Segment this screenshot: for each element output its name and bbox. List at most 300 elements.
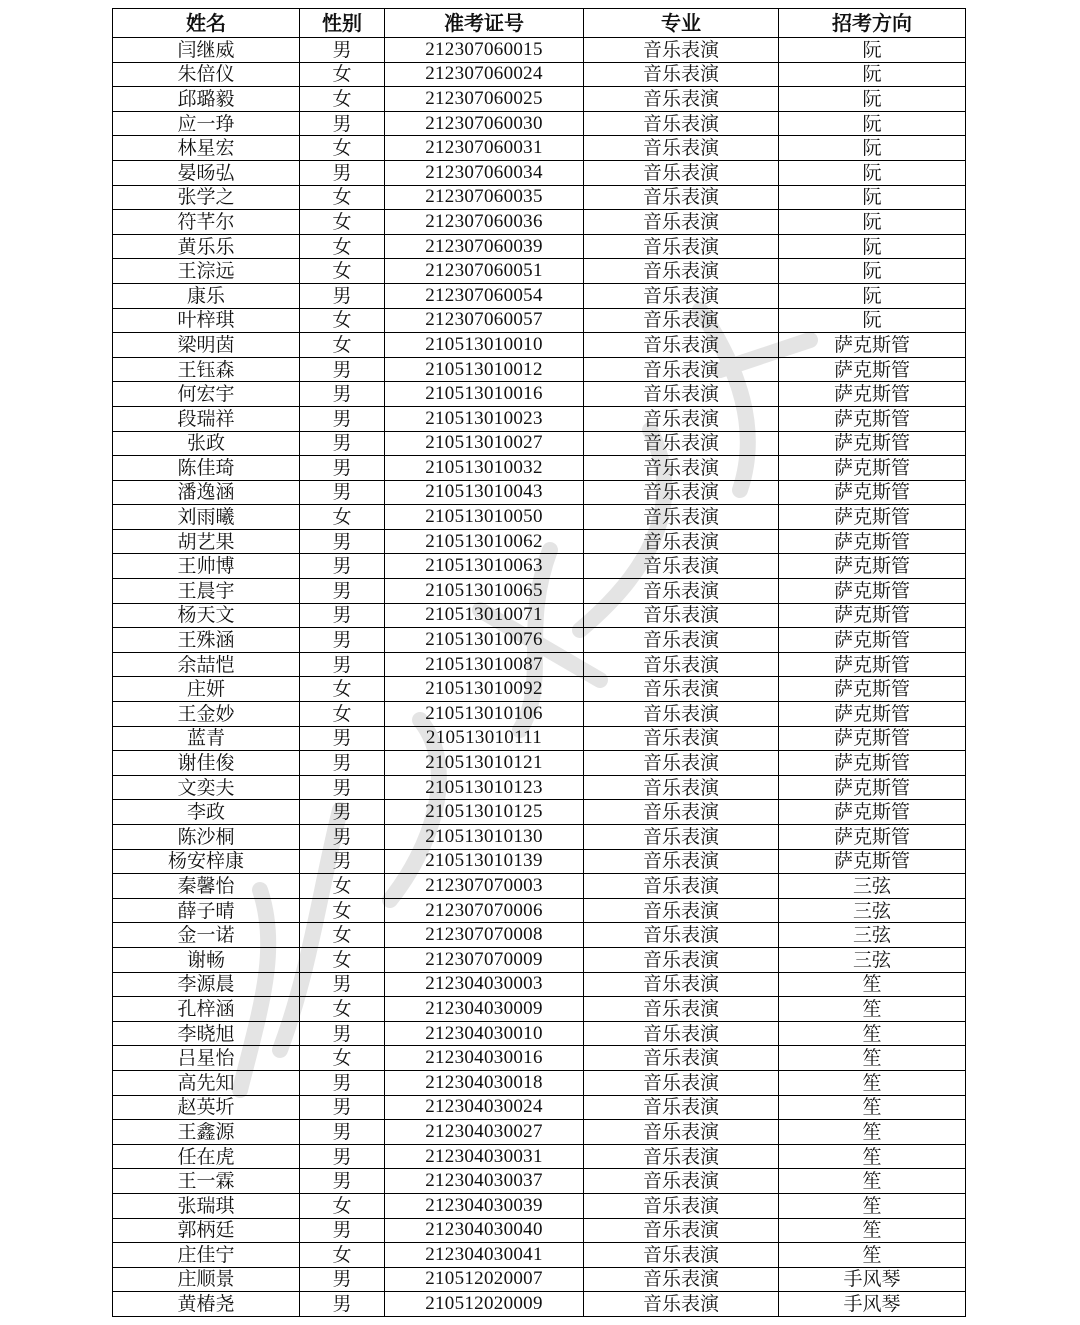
cell-direction: 萨克斯管 bbox=[779, 431, 966, 456]
cell-gender: 男 bbox=[300, 406, 385, 431]
header-exam-id: 准考证号 bbox=[385, 9, 584, 38]
table-row bbox=[113, 751, 966, 776]
cell-name: 李晓旭 bbox=[113, 1021, 300, 1046]
cell-gender: 男 bbox=[300, 431, 385, 456]
cell-exam-id: 212307060035 bbox=[385, 185, 584, 210]
cell-name: 邱璐毅 bbox=[113, 87, 300, 112]
header-name: 姓名 bbox=[113, 9, 300, 38]
cell-gender: 男 bbox=[300, 357, 385, 382]
cell-gender: 女 bbox=[300, 234, 385, 259]
cell-gender: 女 bbox=[300, 185, 385, 210]
cell-direction: 萨克斯管 bbox=[779, 554, 966, 579]
cell-exam-id: 212307060054 bbox=[385, 283, 584, 308]
cell-name: 王淙远 bbox=[113, 259, 300, 284]
table-row bbox=[113, 579, 966, 604]
cell-gender: 男 bbox=[300, 456, 385, 481]
table-row bbox=[113, 1292, 966, 1317]
cell-name: 任在虎 bbox=[113, 1144, 300, 1169]
cell-gender: 男 bbox=[300, 382, 385, 407]
cell-direction: 手风琴 bbox=[779, 1267, 966, 1292]
table-row bbox=[113, 62, 966, 87]
table-header bbox=[113, 9, 966, 38]
cell-name: 王帅博 bbox=[113, 554, 300, 579]
cell-name: 赵英圻 bbox=[113, 1095, 300, 1120]
cell-direction: 阮 bbox=[779, 210, 966, 235]
table-row bbox=[113, 628, 966, 653]
cell-exam-id: 212304030031 bbox=[385, 1144, 584, 1169]
candidate-table bbox=[112, 8, 966, 1317]
cell-name: 高先知 bbox=[113, 1070, 300, 1095]
cell-exam-id: 212304030024 bbox=[385, 1095, 584, 1120]
table-row bbox=[113, 136, 966, 161]
cell-gender: 女 bbox=[300, 1193, 385, 1218]
cell-major: 音乐表演 bbox=[584, 554, 779, 579]
cell-name: 王一霖 bbox=[113, 1169, 300, 1194]
cell-name: 李源晨 bbox=[113, 972, 300, 997]
cell-direction: 阮 bbox=[779, 38, 966, 63]
cell-gender: 女 bbox=[300, 333, 385, 358]
table-row bbox=[113, 456, 966, 481]
table-row bbox=[113, 652, 966, 677]
table-row bbox=[113, 1243, 966, 1268]
cell-gender: 男 bbox=[300, 751, 385, 776]
table-row bbox=[113, 406, 966, 431]
cell-major: 音乐表演 bbox=[584, 87, 779, 112]
cell-exam-id: 212304030040 bbox=[385, 1218, 584, 1243]
cell-direction: 手风琴 bbox=[779, 1292, 966, 1317]
cell-exam-id: 212304030027 bbox=[385, 1120, 584, 1145]
cell-exam-id: 210513010121 bbox=[385, 751, 584, 776]
cell-direction: 萨克斯管 bbox=[779, 800, 966, 825]
cell-exam-id: 210513010130 bbox=[385, 825, 584, 850]
cell-major: 音乐表演 bbox=[584, 1218, 779, 1243]
cell-gender: 男 bbox=[300, 849, 385, 874]
cell-exam-id: 210513010106 bbox=[385, 702, 584, 727]
cell-exam-id: 210513010063 bbox=[385, 554, 584, 579]
cell-direction: 三弦 bbox=[779, 898, 966, 923]
cell-gender: 女 bbox=[300, 923, 385, 948]
table-row bbox=[113, 87, 966, 112]
cell-gender: 男 bbox=[300, 825, 385, 850]
cell-exam-id: 212304030010 bbox=[385, 1021, 584, 1046]
cell-name: 潘逸涵 bbox=[113, 480, 300, 505]
cell-exam-id: 212304030018 bbox=[385, 1070, 584, 1095]
cell-direction: 萨克斯管 bbox=[779, 579, 966, 604]
cell-gender: 男 bbox=[300, 160, 385, 185]
cell-exam-id: 212307060025 bbox=[385, 87, 584, 112]
cell-major: 音乐表演 bbox=[584, 726, 779, 751]
table-row bbox=[113, 480, 966, 505]
cell-major: 音乐表演 bbox=[584, 1095, 779, 1120]
table-row bbox=[113, 505, 966, 530]
cell-exam-id: 212304030037 bbox=[385, 1169, 584, 1194]
cell-major: 音乐表演 bbox=[584, 775, 779, 800]
table-row bbox=[113, 431, 966, 456]
cell-name: 闫继威 bbox=[113, 38, 300, 63]
cell-direction: 萨克斯管 bbox=[779, 628, 966, 653]
cell-direction: 笙 bbox=[779, 1193, 966, 1218]
cell-gender: 女 bbox=[300, 62, 385, 87]
cell-major: 音乐表演 bbox=[584, 751, 779, 776]
cell-gender: 男 bbox=[300, 480, 385, 505]
cell-direction: 阮 bbox=[779, 234, 966, 259]
cell-direction: 萨克斯管 bbox=[779, 677, 966, 702]
cell-direction: 萨克斯管 bbox=[779, 529, 966, 554]
cell-name: 王晨宇 bbox=[113, 579, 300, 604]
table-row bbox=[113, 972, 966, 997]
cell-major: 音乐表演 bbox=[584, 333, 779, 358]
cell-direction: 阮 bbox=[779, 259, 966, 284]
cell-direction: 萨克斯管 bbox=[779, 603, 966, 628]
cell-major: 音乐表演 bbox=[584, 702, 779, 727]
cell-gender: 男 bbox=[300, 1144, 385, 1169]
cell-name: 谢佳俊 bbox=[113, 751, 300, 776]
cell-major: 音乐表演 bbox=[584, 898, 779, 923]
cell-direction: 萨克斯管 bbox=[779, 702, 966, 727]
cell-name: 黄椿尧 bbox=[113, 1292, 300, 1317]
cell-exam-id: 212304030041 bbox=[385, 1243, 584, 1268]
cell-direction: 三弦 bbox=[779, 923, 966, 948]
cell-major: 音乐表演 bbox=[584, 259, 779, 284]
cell-exam-id: 212304030003 bbox=[385, 972, 584, 997]
cell-exam-id: 210513010125 bbox=[385, 800, 584, 825]
cell-major: 音乐表演 bbox=[584, 1292, 779, 1317]
cell-name: 朱倍仪 bbox=[113, 62, 300, 87]
cell-direction: 萨克斯管 bbox=[779, 357, 966, 382]
cell-major: 音乐表演 bbox=[584, 800, 779, 825]
cell-major: 音乐表演 bbox=[584, 1120, 779, 1145]
table-row bbox=[113, 185, 966, 210]
cell-exam-id: 210513010023 bbox=[385, 406, 584, 431]
cell-major: 音乐表演 bbox=[584, 628, 779, 653]
cell-gender: 男 bbox=[300, 775, 385, 800]
table-row bbox=[113, 1095, 966, 1120]
cell-name: 吕星怡 bbox=[113, 1046, 300, 1071]
table-row bbox=[113, 947, 966, 972]
cell-gender: 女 bbox=[300, 1243, 385, 1268]
cell-name: 王金妙 bbox=[113, 702, 300, 727]
cell-major: 音乐表演 bbox=[584, 505, 779, 530]
cell-gender: 男 bbox=[300, 38, 385, 63]
table-row bbox=[113, 702, 966, 727]
table-row bbox=[113, 603, 966, 628]
cell-exam-id: 212304030039 bbox=[385, 1193, 584, 1218]
cell-gender: 男 bbox=[300, 554, 385, 579]
table-row bbox=[113, 825, 966, 850]
cell-name: 林星宏 bbox=[113, 136, 300, 161]
cell-gender: 男 bbox=[300, 652, 385, 677]
table-row bbox=[113, 1169, 966, 1194]
header-gender: 性别 bbox=[300, 9, 385, 38]
cell-major: 音乐表演 bbox=[584, 136, 779, 161]
cell-direction: 笙 bbox=[779, 972, 966, 997]
cell-major: 音乐表演 bbox=[584, 111, 779, 136]
cell-exam-id: 210513010123 bbox=[385, 775, 584, 800]
cell-exam-id: 212307070006 bbox=[385, 898, 584, 923]
cell-direction: 阮 bbox=[779, 62, 966, 87]
cell-name: 蓝青 bbox=[113, 726, 300, 751]
cell-direction: 笙 bbox=[779, 1169, 966, 1194]
cell-name: 黄乐乐 bbox=[113, 234, 300, 259]
table-row bbox=[113, 775, 966, 800]
cell-major: 音乐表演 bbox=[584, 38, 779, 63]
cell-exam-id: 210513010032 bbox=[385, 456, 584, 481]
table-row bbox=[113, 677, 966, 702]
cell-exam-id: 212307060030 bbox=[385, 111, 584, 136]
cell-direction: 阮 bbox=[779, 160, 966, 185]
cell-direction: 笙 bbox=[779, 1095, 966, 1120]
cell-direction: 萨克斯管 bbox=[779, 456, 966, 481]
cell-gender: 男 bbox=[300, 529, 385, 554]
table-row bbox=[113, 1070, 966, 1095]
cell-major: 音乐表演 bbox=[584, 382, 779, 407]
cell-direction: 三弦 bbox=[779, 947, 966, 972]
cell-direction: 萨克斯管 bbox=[779, 726, 966, 751]
cell-direction: 笙 bbox=[779, 1243, 966, 1268]
cell-exam-id: 210513010087 bbox=[385, 652, 584, 677]
cell-gender: 女 bbox=[300, 505, 385, 530]
cell-exam-id: 210513010111 bbox=[385, 726, 584, 751]
table-row bbox=[113, 210, 966, 235]
cell-direction: 萨克斯管 bbox=[779, 333, 966, 358]
cell-exam-id: 210513010092 bbox=[385, 677, 584, 702]
cell-name: 符芊尔 bbox=[113, 210, 300, 235]
cell-major: 音乐表演 bbox=[584, 456, 779, 481]
cell-gender: 女 bbox=[300, 997, 385, 1022]
header-direction: 招考方向 bbox=[779, 9, 966, 38]
cell-major: 音乐表演 bbox=[584, 283, 779, 308]
cell-major: 音乐表演 bbox=[584, 874, 779, 899]
table-row bbox=[113, 111, 966, 136]
cell-gender: 女 bbox=[300, 702, 385, 727]
cell-gender: 男 bbox=[300, 1169, 385, 1194]
cell-name: 庄妍 bbox=[113, 677, 300, 702]
cell-exam-id: 212307060031 bbox=[385, 136, 584, 161]
cell-major: 音乐表演 bbox=[584, 1193, 779, 1218]
table-row bbox=[113, 923, 966, 948]
cell-major: 音乐表演 bbox=[584, 480, 779, 505]
cell-direction: 萨克斯管 bbox=[779, 825, 966, 850]
cell-major: 音乐表演 bbox=[584, 1243, 779, 1268]
cell-major: 音乐表演 bbox=[584, 1046, 779, 1071]
header-major: 专业 bbox=[584, 9, 779, 38]
cell-name: 叶梓琪 bbox=[113, 308, 300, 333]
cell-name: 谢畅 bbox=[113, 947, 300, 972]
cell-major: 音乐表演 bbox=[584, 923, 779, 948]
cell-name: 余喆恺 bbox=[113, 652, 300, 677]
cell-direction: 笙 bbox=[779, 997, 966, 1022]
cell-direction: 萨克斯管 bbox=[779, 751, 966, 776]
cell-direction: 阮 bbox=[779, 308, 966, 333]
cell-name: 张政 bbox=[113, 431, 300, 456]
cell-gender: 女 bbox=[300, 874, 385, 899]
cell-major: 音乐表演 bbox=[584, 234, 779, 259]
cell-exam-id: 212307070009 bbox=[385, 947, 584, 972]
cell-gender: 男 bbox=[300, 726, 385, 751]
cell-exam-id: 212307060057 bbox=[385, 308, 584, 333]
cell-gender: 女 bbox=[300, 308, 385, 333]
cell-name: 张学之 bbox=[113, 185, 300, 210]
cell-exam-id: 212304030016 bbox=[385, 1046, 584, 1071]
cell-gender: 男 bbox=[300, 1218, 385, 1243]
cell-name: 陈沙桐 bbox=[113, 825, 300, 850]
table-row bbox=[113, 1046, 966, 1071]
cell-name: 文奕夫 bbox=[113, 775, 300, 800]
cell-gender: 女 bbox=[300, 259, 385, 284]
cell-major: 音乐表演 bbox=[584, 357, 779, 382]
table-row bbox=[113, 554, 966, 579]
cell-gender: 女 bbox=[300, 136, 385, 161]
table-row bbox=[113, 997, 966, 1022]
cell-name: 秦馨怡 bbox=[113, 874, 300, 899]
cell-direction: 阮 bbox=[779, 136, 966, 161]
cell-gender: 男 bbox=[300, 1120, 385, 1145]
cell-gender: 男 bbox=[300, 1267, 385, 1292]
table-row bbox=[113, 1144, 966, 1169]
cell-name: 晏旸弘 bbox=[113, 160, 300, 185]
cell-gender: 女 bbox=[300, 87, 385, 112]
cell-exam-id: 210513010012 bbox=[385, 357, 584, 382]
cell-gender: 男 bbox=[300, 1095, 385, 1120]
cell-gender: 男 bbox=[300, 972, 385, 997]
table-row bbox=[113, 849, 966, 874]
cell-direction: 萨克斯管 bbox=[779, 480, 966, 505]
cell-exam-id: 212307070008 bbox=[385, 923, 584, 948]
table-body bbox=[113, 38, 966, 1317]
cell-major: 音乐表演 bbox=[584, 185, 779, 210]
cell-gender: 男 bbox=[300, 1070, 385, 1095]
cell-major: 音乐表演 bbox=[584, 1070, 779, 1095]
cell-name: 金一诺 bbox=[113, 923, 300, 948]
cell-direction: 笙 bbox=[779, 1046, 966, 1071]
cell-name: 王殊涵 bbox=[113, 628, 300, 653]
cell-gender: 男 bbox=[300, 800, 385, 825]
cell-major: 音乐表演 bbox=[584, 529, 779, 554]
cell-major: 音乐表演 bbox=[584, 947, 779, 972]
cell-major: 音乐表演 bbox=[584, 603, 779, 628]
cell-exam-id: 210513010027 bbox=[385, 431, 584, 456]
table-row bbox=[113, 874, 966, 899]
cell-direction: 萨克斯管 bbox=[779, 382, 966, 407]
cell-direction: 笙 bbox=[779, 1144, 966, 1169]
cell-name: 胡艺果 bbox=[113, 529, 300, 554]
table-row bbox=[113, 283, 966, 308]
table-row bbox=[113, 1218, 966, 1243]
cell-gender: 女 bbox=[300, 898, 385, 923]
cell-direction: 笙 bbox=[779, 1070, 966, 1095]
cell-name: 王鑫源 bbox=[113, 1120, 300, 1145]
cell-direction: 笙 bbox=[779, 1120, 966, 1145]
cell-name: 梁明茵 bbox=[113, 333, 300, 358]
cell-exam-id: 210513010043 bbox=[385, 480, 584, 505]
cell-name: 郭柄廷 bbox=[113, 1218, 300, 1243]
score-list-sheet bbox=[112, 8, 965, 1317]
cell-gender: 男 bbox=[300, 1292, 385, 1317]
table-row bbox=[113, 333, 966, 358]
cell-direction: 笙 bbox=[779, 1021, 966, 1046]
cell-major: 音乐表演 bbox=[584, 652, 779, 677]
table-row bbox=[113, 259, 966, 284]
cell-gender: 男 bbox=[300, 628, 385, 653]
cell-major: 音乐表演 bbox=[584, 677, 779, 702]
cell-direction: 萨克斯管 bbox=[779, 505, 966, 530]
cell-name: 何宏宇 bbox=[113, 382, 300, 407]
cell-exam-id: 212307060024 bbox=[385, 62, 584, 87]
cell-name: 王钰森 bbox=[113, 357, 300, 382]
cell-major: 音乐表演 bbox=[584, 825, 779, 850]
table-row bbox=[113, 1267, 966, 1292]
cell-name: 杨安梓康 bbox=[113, 849, 300, 874]
cell-major: 音乐表演 bbox=[584, 62, 779, 87]
cell-name: 庄顺景 bbox=[113, 1267, 300, 1292]
cell-exam-id: 210513010071 bbox=[385, 603, 584, 628]
cell-direction: 萨克斯管 bbox=[779, 652, 966, 677]
cell-major: 音乐表演 bbox=[584, 972, 779, 997]
cell-exam-id: 210512020009 bbox=[385, 1292, 584, 1317]
cell-exam-id: 210513010065 bbox=[385, 579, 584, 604]
cell-major: 音乐表演 bbox=[584, 579, 779, 604]
cell-exam-id: 210513010062 bbox=[385, 529, 584, 554]
cell-name: 刘雨曦 bbox=[113, 505, 300, 530]
cell-direction: 萨克斯管 bbox=[779, 849, 966, 874]
cell-direction: 萨克斯管 bbox=[779, 775, 966, 800]
cell-exam-id: 212307070003 bbox=[385, 874, 584, 899]
cell-exam-id: 212307060039 bbox=[385, 234, 584, 259]
cell-gender: 女 bbox=[300, 947, 385, 972]
table-row bbox=[113, 382, 966, 407]
cell-gender: 男 bbox=[300, 579, 385, 604]
cell-name: 杨天文 bbox=[113, 603, 300, 628]
cell-major: 音乐表演 bbox=[584, 1169, 779, 1194]
cell-major: 音乐表演 bbox=[584, 160, 779, 185]
cell-gender: 男 bbox=[300, 603, 385, 628]
cell-name: 李政 bbox=[113, 800, 300, 825]
cell-exam-id: 212307060051 bbox=[385, 259, 584, 284]
table-row bbox=[113, 357, 966, 382]
table-row bbox=[113, 38, 966, 63]
cell-major: 音乐表演 bbox=[584, 210, 779, 235]
table-row bbox=[113, 234, 966, 259]
cell-major: 音乐表演 bbox=[584, 1021, 779, 1046]
cell-gender: 女 bbox=[300, 210, 385, 235]
cell-direction: 阮 bbox=[779, 185, 966, 210]
cell-direction: 阮 bbox=[779, 87, 966, 112]
cell-name: 康乐 bbox=[113, 283, 300, 308]
cell-name: 张瑞琪 bbox=[113, 1193, 300, 1218]
cell-gender: 男 bbox=[300, 111, 385, 136]
table-row bbox=[113, 1193, 966, 1218]
cell-gender: 女 bbox=[300, 677, 385, 702]
cell-name: 陈佳琦 bbox=[113, 456, 300, 481]
cell-exam-id: 212307060036 bbox=[385, 210, 584, 235]
cell-direction: 三弦 bbox=[779, 874, 966, 899]
cell-major: 音乐表演 bbox=[584, 1144, 779, 1169]
cell-gender: 男 bbox=[300, 1021, 385, 1046]
table-row bbox=[113, 1120, 966, 1145]
cell-major: 音乐表演 bbox=[584, 308, 779, 333]
table-row bbox=[113, 529, 966, 554]
table-row bbox=[113, 898, 966, 923]
cell-exam-id: 212307060015 bbox=[385, 38, 584, 63]
cell-major: 音乐表演 bbox=[584, 1267, 779, 1292]
cell-direction: 阮 bbox=[779, 111, 966, 136]
cell-major: 音乐表演 bbox=[584, 849, 779, 874]
cell-direction: 萨克斯管 bbox=[779, 406, 966, 431]
cell-exam-id: 210513010050 bbox=[385, 505, 584, 530]
table-row bbox=[113, 726, 966, 751]
cell-major: 音乐表演 bbox=[584, 997, 779, 1022]
cell-name: 庄佳宁 bbox=[113, 1243, 300, 1268]
